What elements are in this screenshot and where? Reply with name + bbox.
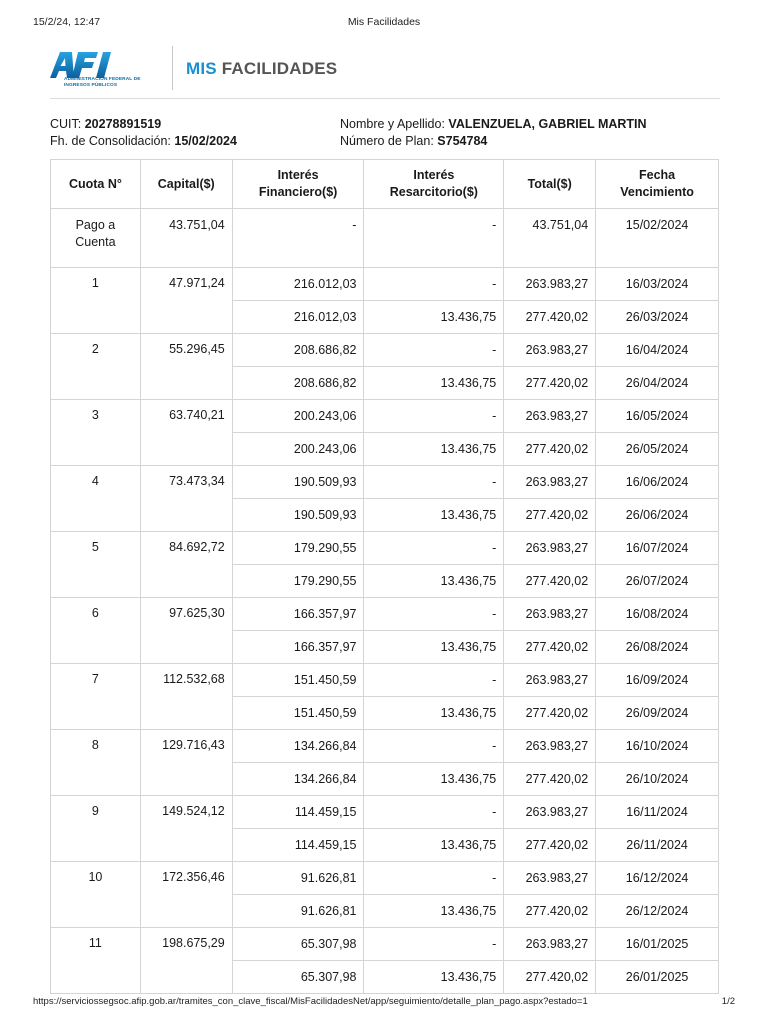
cell-interes-resarcitorio: 13.436,75 <box>364 895 504 928</box>
cell-capital: 198.675,29 <box>140 928 232 994</box>
table-row <box>51 532 719 565</box>
afip-subtitle-line-2: INGRESOS PÚBLICOS <box>64 82 118 88</box>
table-row <box>51 334 719 367</box>
cell-cuota: 9 <box>51 796 141 862</box>
cell-total: 277.420,02 <box>504 367 596 400</box>
page-number: 1/2 <box>721 996 735 1007</box>
cell-total: 263.983,27 <box>504 598 596 631</box>
cell-total: 263.983,27 <box>504 532 596 565</box>
plan-number-value: S754784 <box>437 134 488 148</box>
header-fecha-vencimiento: Fecha Vencimiento <box>596 160 719 209</box>
cell-total: 277.420,02 <box>504 697 596 730</box>
cell-fecha: 26/01/2025 <box>596 961 719 994</box>
afip-logo[interactable] <box>50 50 154 92</box>
table-row <box>51 466 719 499</box>
cell-capital: 172.356,46 <box>140 862 232 928</box>
cell-fecha: 26/10/2024 <box>596 763 719 796</box>
cell-cuota: 3 <box>51 400 141 466</box>
cell-interes-financiero: 91.626,81 <box>232 895 364 928</box>
plan-info-left <box>50 116 237 150</box>
cell-interes-resarcitorio: 13.436,75 <box>364 499 504 532</box>
header-total: Total($) <box>504 160 596 209</box>
cell-interes-resarcitorio: - <box>364 664 504 697</box>
cell-capital: 149.524,12 <box>140 796 232 862</box>
cell-total: 277.420,02 <box>504 433 596 466</box>
cell-interes-resarcitorio: - <box>364 466 504 499</box>
cell-interes-resarcitorio: - <box>364 532 504 565</box>
consolidacion-line <box>50 133 237 150</box>
cell-total: 263.983,27 <box>504 928 596 961</box>
header-cuota: Cuota N° <box>51 160 141 209</box>
cell-interes-resarcitorio: 13.436,75 <box>364 367 504 400</box>
cell-fecha: 16/07/2024 <box>596 532 719 565</box>
print-header <box>33 16 735 30</box>
cell-total: 277.420,02 <box>504 499 596 532</box>
table-row <box>51 928 719 961</box>
cell-fecha: 26/04/2024 <box>596 367 719 400</box>
print-datetime: 15/2/24, 12:47 <box>33 16 101 28</box>
nombre-value: VALENZUELA, GABRIEL MARTIN <box>448 117 647 131</box>
app-title-facilidades: FACILIDADES <box>221 59 338 78</box>
cell-interes-financiero: 134.266,84 <box>232 730 364 763</box>
cuit-line <box>50 116 237 133</box>
cell-interes-resarcitorio: 13.436,75 <box>364 961 504 994</box>
table-row <box>51 796 719 829</box>
cell-interes-financiero: 65.307,98 <box>232 928 364 961</box>
cell-interes-financiero: 91.626,81 <box>232 862 364 895</box>
cell-interes-resarcitorio: - <box>364 796 504 829</box>
cell-fecha: 26/12/2024 <box>596 895 719 928</box>
cuit-label: CUIT: <box>50 117 82 131</box>
cell-fecha: 16/10/2024 <box>596 730 719 763</box>
cell-fecha: 26/06/2024 <box>596 499 719 532</box>
cell-total: 277.420,02 <box>504 631 596 664</box>
header-divider <box>172 46 173 90</box>
cell-total: 263.983,27 <box>504 862 596 895</box>
cell-interes-resarcitorio: 13.436,75 <box>364 763 504 796</box>
cell-fecha: 26/05/2024 <box>596 433 719 466</box>
cell-interes-resarcitorio: - <box>364 598 504 631</box>
cell-cuota: Pago a Cuenta <box>51 209 141 268</box>
cell-interes-financiero: 208.686,82 <box>232 334 364 367</box>
cell-interes-resarcitorio: 13.436,75 <box>364 433 504 466</box>
cell-fecha: 16/05/2024 <box>596 400 719 433</box>
cell-fecha: 16/11/2024 <box>596 796 719 829</box>
cell-fecha: 16/04/2024 <box>596 334 719 367</box>
cell-interes-resarcitorio: - <box>364 209 504 268</box>
cell-interes-resarcitorio: 13.436,75 <box>364 829 504 862</box>
cell-fecha: 16/01/2025 <box>596 928 719 961</box>
cell-total: 263.983,27 <box>504 268 596 301</box>
cell-total: 263.983,27 <box>504 466 596 499</box>
cell-interes-resarcitorio: - <box>364 730 504 763</box>
cell-capital: 55.296,45 <box>140 334 232 400</box>
cell-interes-financiero: 200.243,06 <box>232 433 364 466</box>
print-footer <box>33 996 735 1010</box>
table-header-row <box>51 160 719 209</box>
plan-number-label: Número de Plan: <box>340 134 434 148</box>
cell-interes-financiero: 151.450,59 <box>232 697 364 730</box>
cell-interes-financiero: 216.012,03 <box>232 268 364 301</box>
plan-number-line <box>340 133 647 150</box>
cell-fecha: 16/12/2024 <box>596 862 719 895</box>
header-capital: Capital($) <box>140 160 232 209</box>
cell-total: 263.983,27 <box>504 730 596 763</box>
cell-capital: 112.532,68 <box>140 664 232 730</box>
page-url[interactable]: https://serviciossegsoc.afip.gob.ar/tramites_con_clave_fiscal/MisFacilidadesNet/app/seguimiento/detalle_plan_pago.aspx?estado=1 <box>33 996 588 1007</box>
print-page-title: Mis Facilidades <box>347 16 421 28</box>
table-row <box>51 400 719 433</box>
nombre-label: Nombre y Apellido: <box>340 117 445 131</box>
cell-interes-financiero: - <box>232 209 364 268</box>
cell-interes-resarcitorio: - <box>364 862 504 895</box>
cell-interes-financiero: 179.290,55 <box>232 565 364 598</box>
cell-cuota: 4 <box>51 466 141 532</box>
cell-interes-resarcitorio: - <box>364 268 504 301</box>
cell-cuota: 11 <box>51 928 141 994</box>
cell-interes-financiero: 200.243,06 <box>232 400 364 433</box>
cell-total: 43.751,04 <box>504 209 596 268</box>
cell-capital: 84.692,72 <box>140 532 232 598</box>
table-row <box>51 268 719 301</box>
cell-cuota: 5 <box>51 532 141 598</box>
cell-total: 277.420,02 <box>504 961 596 994</box>
cell-interes-financiero: 208.686,82 <box>232 367 364 400</box>
cell-capital: 47.971,24 <box>140 268 232 334</box>
cell-interes-resarcitorio: - <box>364 928 504 961</box>
cell-fecha: 26/07/2024 <box>596 565 719 598</box>
afip-subtitle-line-1: ADMINISTRACIÓN FEDERAL DE <box>64 77 141 82</box>
cell-interes-financiero: 151.450,59 <box>232 664 364 697</box>
cell-cuota: 7 <box>51 664 141 730</box>
cell-interes-resarcitorio: 13.436,75 <box>364 565 504 598</box>
cell-cuota: 2 <box>51 334 141 400</box>
consolidacion-value: 15/02/2024 <box>174 134 237 148</box>
cell-capital: 43.751,04 <box>140 209 232 268</box>
cell-fecha: 16/03/2024 <box>596 268 719 301</box>
cell-total: 277.420,02 <box>504 301 596 334</box>
table-row-pago-cuenta <box>51 209 719 268</box>
cell-interes-resarcitorio: - <box>364 334 504 367</box>
cell-interes-resarcitorio: 13.436,75 <box>364 697 504 730</box>
cell-interes-financiero: 166.357,97 <box>232 631 364 664</box>
cuit-value: 20278891519 <box>84 117 162 131</box>
cell-interes-financiero: 114.459,15 <box>232 796 364 829</box>
consolidacion-label: Fh. de Consolidación: <box>50 134 171 148</box>
app-title[interactable] <box>186 59 337 79</box>
cell-capital: 73.473,34 <box>140 466 232 532</box>
cell-fecha: 26/03/2024 <box>596 301 719 334</box>
cell-total: 263.983,27 <box>504 664 596 697</box>
cell-fecha: 16/06/2024 <box>596 466 719 499</box>
cell-total: 277.420,02 <box>504 565 596 598</box>
cell-interes-financiero: 190.509,93 <box>232 466 364 499</box>
cell-interes-financiero: 166.357,97 <box>232 598 364 631</box>
cell-cuota: 10 <box>51 862 141 928</box>
cell-fecha: 16/08/2024 <box>596 598 719 631</box>
site-header <box>50 46 720 99</box>
cell-capital: 97.625,30 <box>140 598 232 664</box>
plan-info-right <box>340 116 647 150</box>
payment-plan-table <box>50 159 719 994</box>
table-row <box>51 664 719 697</box>
cell-interes-financiero: 114.459,15 <box>232 829 364 862</box>
header-interes-resarcitorio: Interés Resarcitorio($) <box>364 160 504 209</box>
cell-interes-financiero: 65.307,98 <box>232 961 364 994</box>
cell-fecha: 15/02/2024 <box>596 209 719 268</box>
cell-total: 263.983,27 <box>504 400 596 433</box>
cell-interes-financiero: 190.509,93 <box>232 499 364 532</box>
afip-logo-subtitle <box>64 77 141 88</box>
cell-total: 263.983,27 <box>504 796 596 829</box>
cell-fecha: 26/09/2024 <box>596 697 719 730</box>
cell-interes-financiero: 216.012,03 <box>232 301 364 334</box>
cell-interes-resarcitorio: 13.436,75 <box>364 631 504 664</box>
cell-capital: 63.740,21 <box>140 400 232 466</box>
cell-total: 263.983,27 <box>504 334 596 367</box>
cell-total: 277.420,02 <box>504 763 596 796</box>
cell-interes-financiero: 179.290,55 <box>232 532 364 565</box>
cell-interes-resarcitorio: - <box>364 400 504 433</box>
cell-cuota: 6 <box>51 598 141 664</box>
nombre-line <box>340 116 647 133</box>
table-row <box>51 598 719 631</box>
cell-capital: 129.716,43 <box>140 730 232 796</box>
app-title-mis: MIS <box>186 59 217 78</box>
cell-cuota: 1 <box>51 268 141 334</box>
cell-interes-resarcitorio: 13.436,75 <box>364 301 504 334</box>
cell-fecha: 26/08/2024 <box>596 631 719 664</box>
cell-fecha: 16/09/2024 <box>596 664 719 697</box>
table-row <box>51 730 719 763</box>
cell-fecha: 26/11/2024 <box>596 829 719 862</box>
table-row <box>51 862 719 895</box>
cell-cuota: 8 <box>51 730 141 796</box>
cell-interes-financiero: 134.266,84 <box>232 763 364 796</box>
header-interes-financiero: Interés Financiero($) <box>232 160 364 209</box>
cell-total: 277.420,02 <box>504 829 596 862</box>
cell-total: 277.420,02 <box>504 895 596 928</box>
afip-wordmark-icon <box>50 50 154 78</box>
